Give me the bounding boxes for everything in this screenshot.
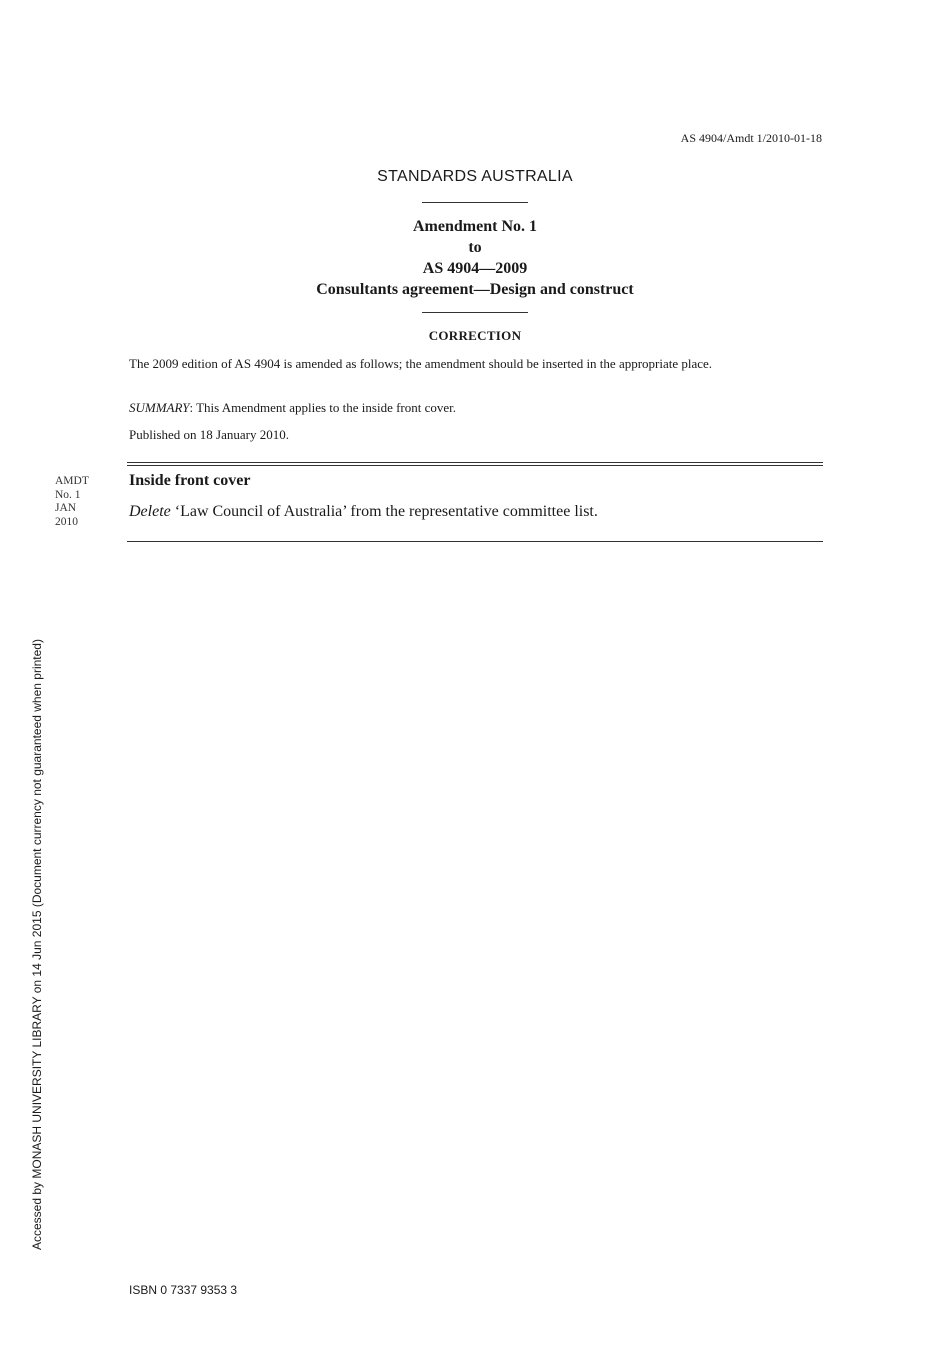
correction-heading: CORRECTION	[428, 328, 522, 343]
double-divider	[127, 462, 823, 466]
document-reference: AS 4904/Amdt 1/2010-01-18	[680, 131, 822, 145]
amendment-number: Amendment No. 1	[413, 218, 537, 235]
margin-note-line: AMDT	[55, 475, 89, 487]
summary-label: SUMMARY	[129, 400, 190, 415]
title-connector: to	[468, 239, 482, 256]
margin-note-line: JAN	[55, 502, 77, 514]
amendment-instruction	[129, 503, 598, 521]
section-heading: Inside front cover	[129, 472, 251, 489]
divider-middle	[422, 312, 528, 313]
published-date: Published on 18 January 2010.	[129, 427, 289, 442]
margin-note-line: No. 1	[55, 488, 81, 501]
title-block	[0, 216, 950, 300]
isbn: ISBN 0 7337 9353 3	[129, 1283, 238, 1297]
instruction-action: Delete	[129, 503, 171, 520]
summary-paragraph	[129, 399, 822, 416]
instruction-text: ‘Law Council of Australia’ from the representative committee list.	[170, 503, 598, 520]
margin-note-line: 2010	[55, 515, 78, 528]
bottom-divider	[127, 541, 823, 542]
intro-paragraph: The 2009 edition of AS 4904 is amended as follows; the amendment should be inserted in the appropriate place.	[129, 356, 713, 371]
divider-top	[422, 202, 528, 203]
amendment-margin-note	[55, 475, 89, 529]
summary-text: : This Amendment applies to the inside front cover.	[189, 400, 457, 415]
access-watermark: Accessed by MONASH UNIVERSITY LIBRARY on 14 Jun 2015 (Document currency not guaranteed when printed)	[30, 639, 44, 1250]
standard-title: Consultants agreement—Design and construct	[316, 281, 634, 298]
organization-name: STANDARDS AUSTRALIA	[377, 168, 573, 185]
standard-number: AS 4904—2009	[422, 260, 528, 277]
